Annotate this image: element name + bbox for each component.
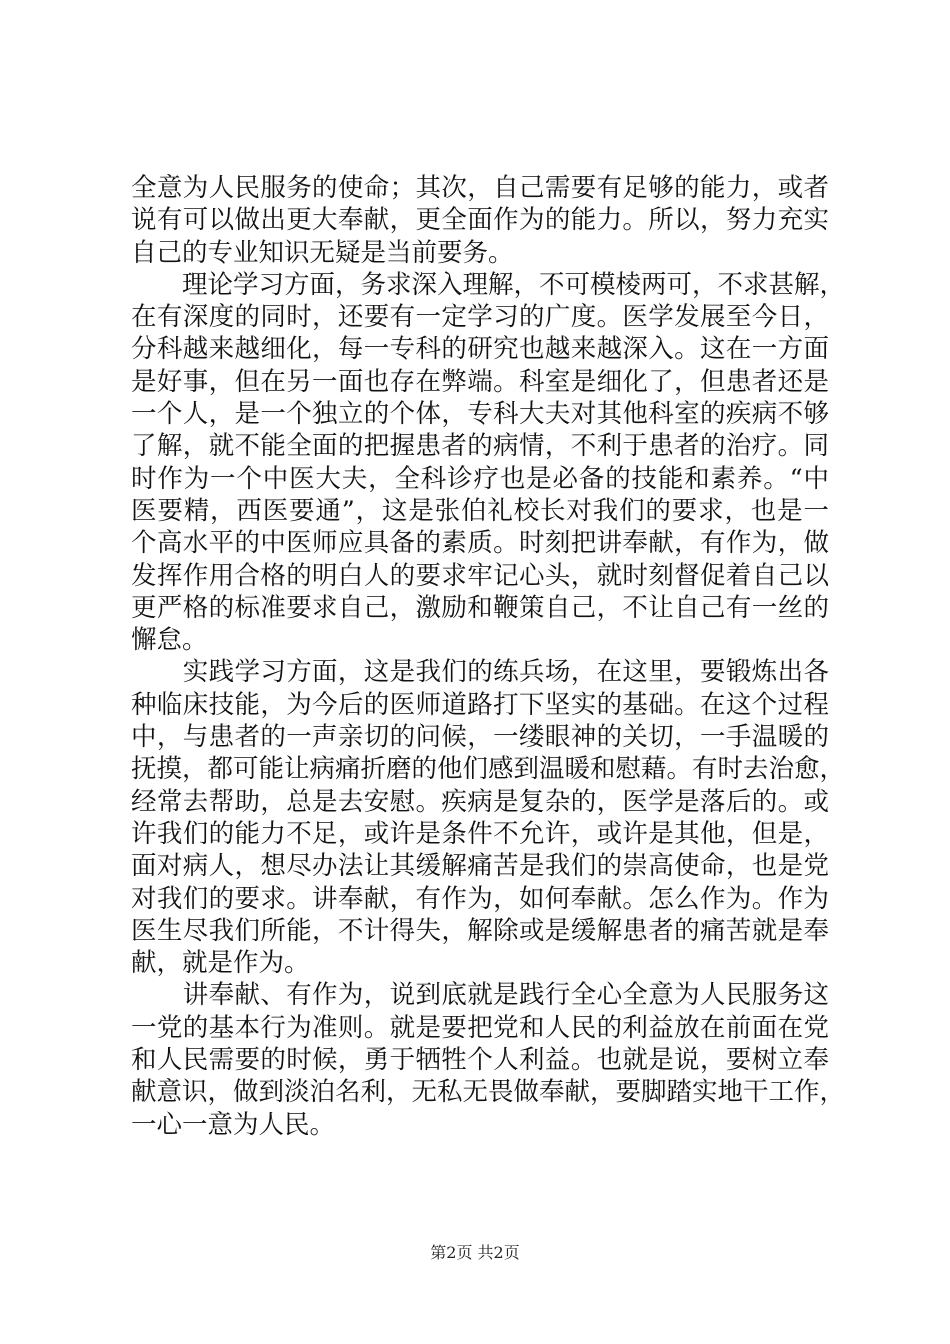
text-line: 医生尽我们所能，不计得失，解除或是缓解患者的痛苦就是奉 [131, 915, 829, 946]
text-line: 自己的专业知识无疑是当前要务。 [131, 237, 514, 268]
text-line: 一党的基本行为准则。就是要把党和人民的利益放在前面在党 [131, 1012, 829, 1043]
document-body [131, 172, 846, 1141]
text-line: 理论学习方面，务求深入理解，不可模棱两可，不求甚解， [131, 269, 846, 300]
text-line: 个高水平的中医师应具备的素质。时刻把讲奉献，有作为，做 [131, 528, 829, 559]
text-line: 讲奉献、有作为，说到底就是践行全心全意为人民服务这 [131, 980, 829, 1011]
text-line: 是好事，但在另一面也存在弊端。科室是细化了，但患者还是 [131, 366, 829, 397]
page-footer: 第2页 共2页 [430, 1243, 520, 1262]
text-line: 了解，就不能全面的把握患者的病情，不利于患者的治疗。同 [131, 431, 829, 462]
text-line: 实践学习方面，这是我们的练兵场，在这里，要锻炼出各 [131, 657, 829, 688]
text-line: 医要精，西医要通”，这是张伯礼校长对我们的要求，也是一 [131, 495, 829, 526]
text-line: 一心一意为人民。 [131, 1109, 336, 1140]
text-line: 时作为一个中医大夫，全科诊疗也是必备的技能和素养。“中 [131, 463, 829, 494]
text-line: 中，与患者的一声亲切的问候，一缕眼神的关切，一手温暖的 [131, 722, 829, 753]
text-line: 面对病人，想尽办法让其缓解痛苦是我们的崇高使命，也是党 [131, 851, 829, 882]
text-line: 更严格的标准要求自己，激励和鞭策自己，不让自己有一丝的 [131, 592, 829, 623]
text-line: 种临床技能，为今后的医师道路打下坚实的基础。在这个过程 [131, 689, 829, 720]
text-line: 献，就是作为。 [131, 948, 310, 979]
text-line: 抚摸，都可能让病痛折磨的他们感到温暖和慰藉。有时去治愈， [131, 754, 846, 785]
text-line: 说有可以做出更大奉献，更全面作为的能力。所以，努力充实 [131, 205, 829, 236]
text-line: 对我们的要求。讲奉献，有作为，如何奉献。怎么作为。作为 [131, 883, 829, 914]
text-line: 全意为人民服务的使命；其次，自己需要有足够的能力，或者 [131, 173, 829, 203]
text-line: 发挥作用合格的明白人的要求牢记心头，就时刻督促着自己以 [131, 560, 829, 591]
text-line: 分科越来越细化，每一专科的研究也越来越深入。这在一方面 [131, 334, 829, 365]
text-line: 和人民需要的时候，勇于牺牲个人利益。也就是说，要树立奉 [131, 1045, 829, 1076]
text-line: 懈怠。 [131, 625, 208, 656]
text-line: 经常去帮助，总是去安慰。疾病是复杂的，医学是落后的。或 [131, 786, 829, 817]
text-line: 献意识，做到淡泊名利，无私无畏做奉献，要脚踏实地干工作， [131, 1077, 846, 1108]
text-line: 在有深度的同时，还要有一定学习的广度。医学发展至今日， [131, 302, 829, 333]
text-line: 一个人，是一个独立的个体，专科大夫对其他科室的疾病不够 [131, 399, 829, 430]
text-line: 许我们的能力不足，或许是条件不允许，或许是其他，但是， [131, 818, 829, 849]
